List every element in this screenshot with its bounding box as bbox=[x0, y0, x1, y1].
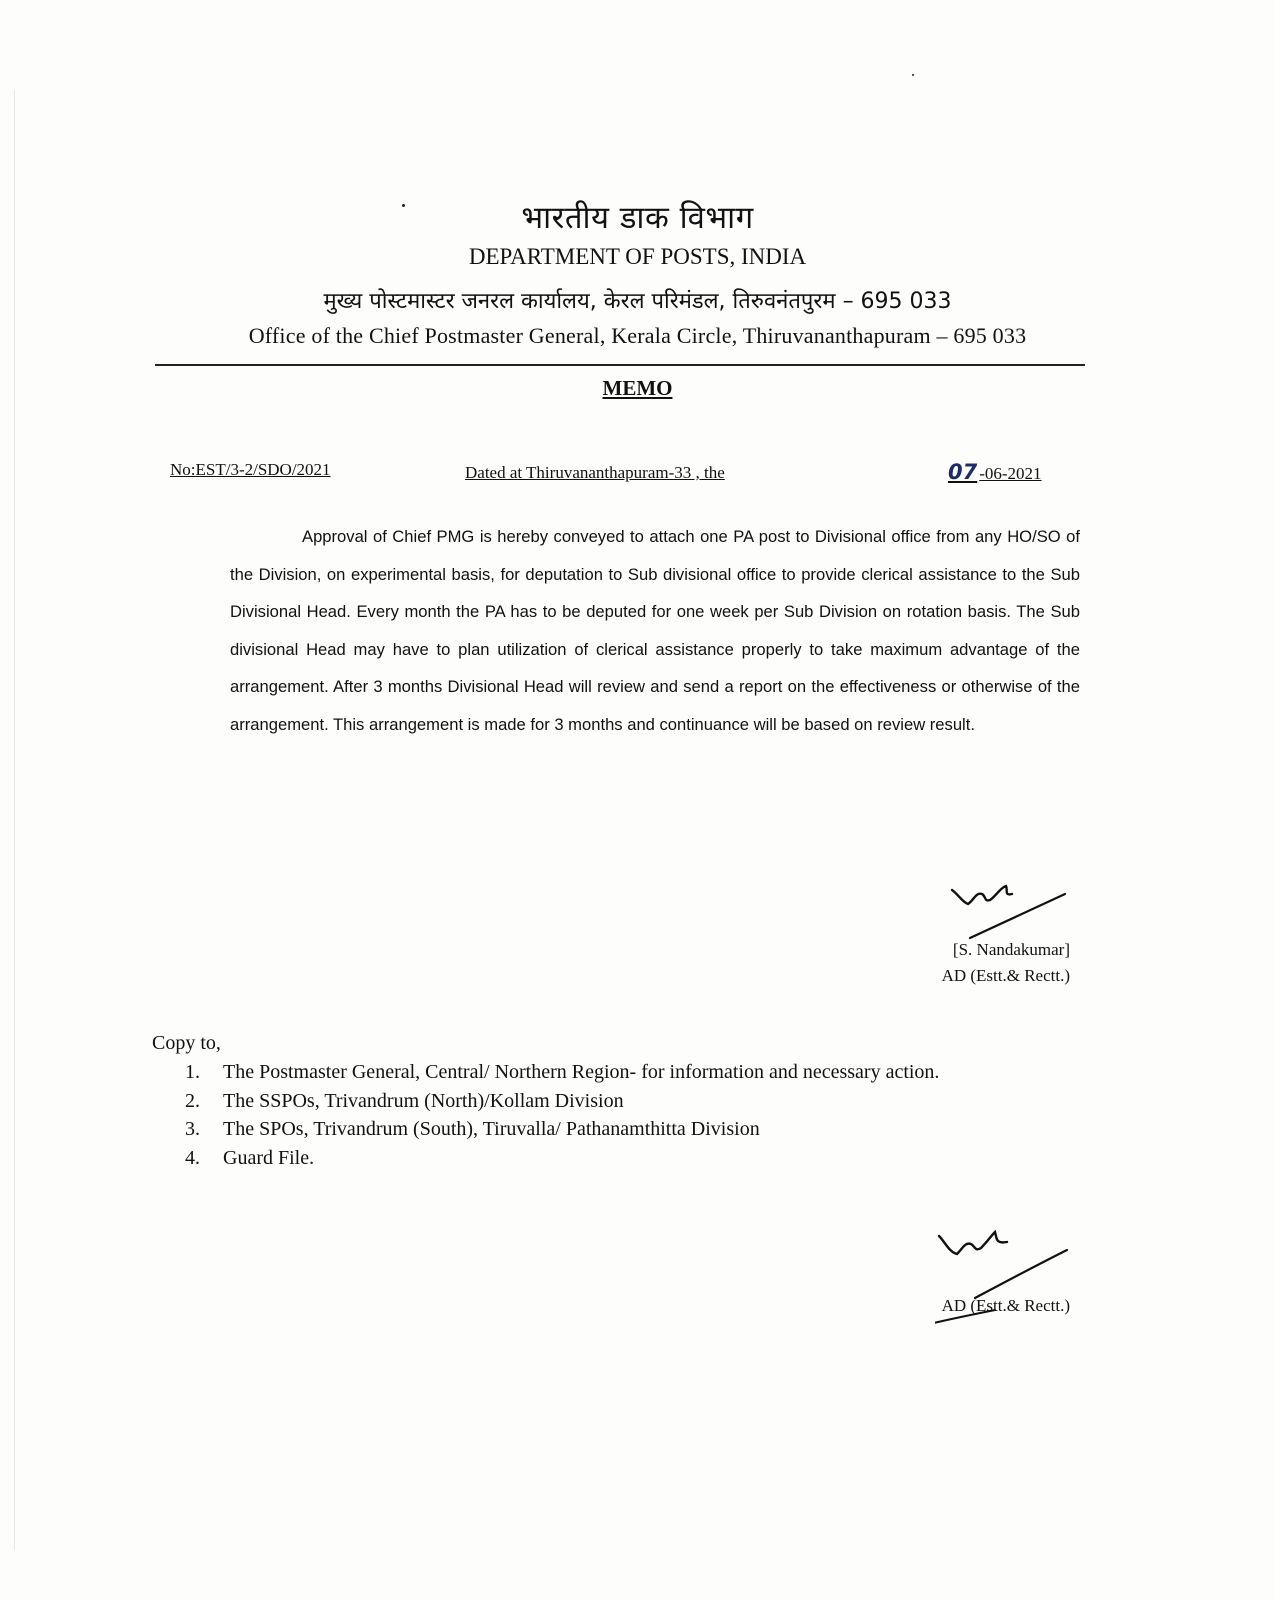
memo-date-month-year: -06-2021 bbox=[979, 464, 1042, 483]
hindi-department-title: भारतीय डाक विभाग bbox=[521, 200, 754, 236]
signatory-name: [S. Nandakumar] bbox=[952, 940, 1070, 959]
copy-item-number: 4. bbox=[185, 1146, 200, 1169]
copy-to-list bbox=[185, 1058, 1045, 1172]
memo-dated-at: Dated at Thiruvananthapuram-33 , the bbox=[465, 463, 725, 482]
copy-item-text: The Postmaster General, Central/ Northern Region- for information and necessary action. bbox=[223, 1061, 940, 1083]
memo-date-day: 07 bbox=[948, 460, 978, 484]
copy-item-number: 2. bbox=[185, 1089, 200, 1112]
signature-mark bbox=[935, 1230, 1075, 1340]
signatory-designation: AD (Estt.& Rectt.) bbox=[941, 966, 1070, 985]
memo-number: No:EST/3-2/SDO/2021 bbox=[170, 460, 331, 479]
copy-item-number: 3. bbox=[185, 1118, 200, 1140]
memo-date bbox=[948, 460, 1042, 484]
copy-to-item bbox=[185, 1115, 1045, 1144]
copy-to-heading: Copy to, bbox=[152, 1032, 221, 1054]
memo-heading: MEMO bbox=[602, 376, 673, 400]
copy-to-item bbox=[185, 1144, 1045, 1173]
header-divider bbox=[155, 364, 1085, 366]
copy-item-text: Guard File. bbox=[223, 1146, 315, 1169]
copy-item-number: 1. bbox=[185, 1061, 200, 1083]
department-title: DEPARTMENT OF POSTS, INDIA bbox=[468, 244, 807, 269]
hindi-office-address: मुख्य पोस्टमास्टर जनरल कार्यालय, केरल परिमंडल, तिरुवनंतपुरम – 695 033 bbox=[323, 289, 952, 314]
memo-body: Approval of Chief PMG is hereby conveyed to attach one PA post to Divisional office from any HO/SO of the Division, on experimental basis, for deputation to Sub divisional office to provide clerical assistance to the Sub Divisional Head. Every month the PA has to be deputed for one week per Sub Division on rotation basis. The Sub divisional Head may have to plan utilization of clerical assistance properly to take maximum advantage of the arrangement. After 3 months Divisional Head will review and send a report on the effectiveness or otherwise of the arrangement. This arrangement is made for 3 months and continuance will be based on review result. bbox=[230, 527, 1080, 734]
copy-to-item bbox=[185, 1087, 1045, 1116]
scan-speck bbox=[912, 74, 914, 76]
copy-to-item bbox=[185, 1058, 1045, 1087]
copy-item-text: The SSPOs, Trivandrum (North)/Kollam Division bbox=[223, 1089, 624, 1112]
copy-signatory-designation: AD (Estt.& Rectt.) bbox=[941, 1296, 1070, 1315]
copy-item-text: The SPOs, Trivandrum (South), Tiruvalla/ Pathanamthitta Division bbox=[223, 1118, 760, 1140]
office-address: Office of the Chief Postmaster General, Kerala Circle, Thiruvananthapuram – 695 033 bbox=[248, 323, 1027, 348]
